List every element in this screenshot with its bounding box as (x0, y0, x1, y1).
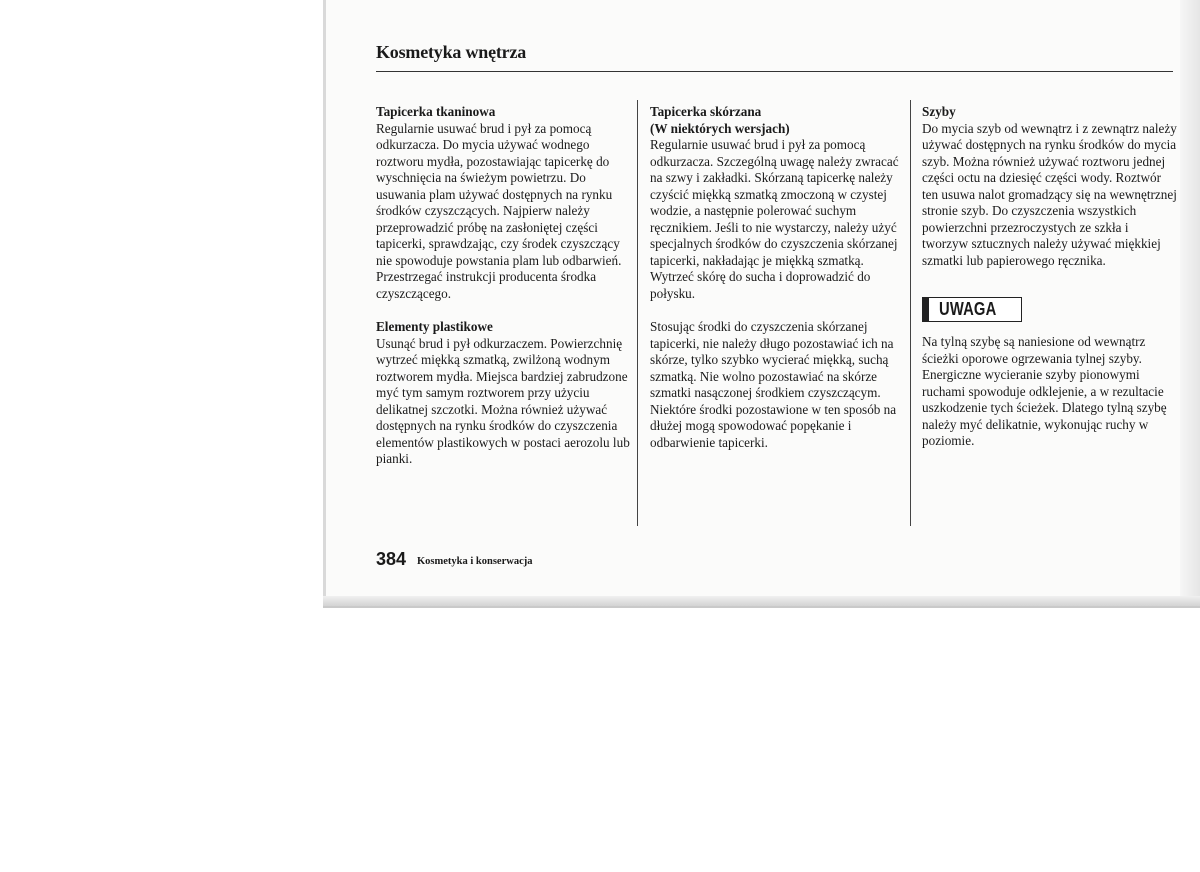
column-2 (650, 104, 904, 451)
section-heading-leather-upholstery: Tapicerka skórzana (650, 104, 762, 119)
section-body-leather-upholstery: Regularnie usuwać brud i pył za pomocą odkurzacza. Szczególną uwagę należy zwracać na szwy i zakładki. Skórzaną tapicerkę należy czyścić miękką szmatką zmoczoną w czystej wodzie, a następnie polerować suchym ręcznikiem. Jeśli to nie wystarczy, należy użyć specjalnych środków do czyszczenia skórzanej tapicerki, nakładając je miękką szmatką. Wytrzeć skórę do sucha i doprowadzić do połysku. (650, 137, 899, 301)
section-heading-plastic-elements: Elementy plastikowe (376, 319, 493, 334)
warning-label-box (922, 297, 1022, 322)
warning-label: UWAGA (939, 299, 997, 319)
page-edge (1180, 0, 1200, 606)
page-bottom-edge (323, 596, 1200, 606)
section-body-fabric-upholstery: Regularnie usuwać brud i pył za pomocą odkurzacza. Do mycia używać wodnego roztworu mydła, pozostawiając tapicerkę do wyschnięcia na świeżym powietrzu. Do usuwania plam używać dostępnych na rynku środków czyszczących. Najpierw należy przeprowadzić próbę na zasłoniętej części tapicerki, sprawdzając, czy środek czyszczący nie spowoduje powstania plam lub odbarwień. Przestrzegać instrukcji producenta środka czyszczącego. (376, 120, 622, 301)
section-body-windows: Do mycia szyb od wewnątrz i z zewnątrz należy używać dostępnych na rynku środków do mycia szyb. Można również używać roztworu jednej części octu na dziesięć części wody. Roztwór ten usuwa nalot gromadzący się na wewnętrznej stronie szyb. Do czyszczenia wszystkich powierzchni przezroczystych ze szkła i tworzyw sztucznych należy używać miękkiej szmatki lub papierowego ręcznika. (922, 120, 1177, 268)
section-subheading-leather-upholstery: (W niektórych wersjach) (650, 120, 790, 136)
warning-text: Na tylną szybę są naniesione od wewnątrz ścieżki oporowe ogrzewania tylnej szyby. Energiczne wycieranie szyby pionowymi ruchami spowoduje odklejenie, a w rezultacie uszkodzenie tych ścieżek. Dlatego tylną szybę należy myć delikatnie, wykonując ruchy w poziomie. (922, 334, 1167, 448)
footer-section-title: Kosmetyka i konserwacja (417, 556, 533, 567)
section-body-leather-care: Stosując środki do czyszczenia skórzanej tapicerki, nie należy długo pozostawiać ich na skórze, tylko szybko wycierać miękką, suchą szmatką. Nie wolno pozostawiać na skórze szmatki nasączonej środkiem czyszczącym. Niektóre środki pozostawione w ten sposób na dłużej mogą spowodować popękanie i odbarwienie tapicerki. (650, 319, 897, 450)
section-heading-windows: Szyby (922, 104, 956, 119)
section-heading-fabric-upholstery: Tapicerka tkaninowa (376, 104, 496, 119)
page-number: 384 (376, 549, 407, 569)
column-3 (922, 104, 1177, 269)
column-divider-2 (910, 100, 911, 526)
warning-bar-icon (923, 298, 929, 321)
section-body-plastic-elements: Usunąć brud i pył odkurzaczem. Powierzchnię wytrzeć miękką szmatką, zwilżoną wodnym roztworem mydła. Miejsca bardziej zabrudzone myć tym samym roztworem przy użyciu delikatnej szczotki. Można również używać dostępnych na rynku środków do czyszczenia elementów plastikowych w postaci aerozolu lub pianki. (376, 335, 630, 466)
header-divider (376, 71, 1173, 72)
column-divider-1 (637, 100, 638, 526)
page-title: Kosmetyka wnętrza (376, 42, 527, 62)
column-1 (376, 104, 632, 468)
